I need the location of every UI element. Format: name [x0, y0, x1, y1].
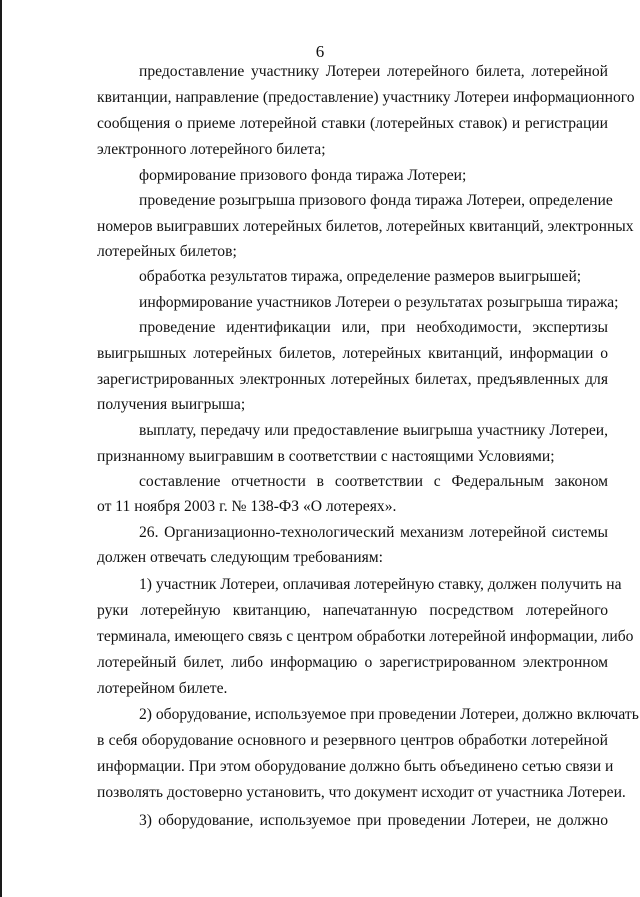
text-line: обработка результатов тиража, определение размеров выигрышей;: [139, 268, 582, 285]
text-line: лотерейном билете.: [97, 680, 228, 697]
text-line: от 11 ноября 2003 г. № 138-ФЗ «О лотереях».: [97, 498, 397, 515]
text-line: номеров выигравших лотерейных билетов, лотерейных квитанций, электронных: [97, 218, 634, 235]
scan-edge: [0, 0, 2, 897]
text-line: получения выигрыша;: [97, 396, 246, 413]
text-line: 26. Организационно-технологический механизм лотерейной системы: [139, 524, 608, 541]
text-line: позволять достоверно установить, что документ исходит от участника Лотереи.: [97, 784, 626, 801]
text-line: зарегистрированных электронных лотерейных билетах, предъявленных для: [97, 371, 608, 388]
text-line: составление отчетности в соответствии с Федеральным законом: [139, 473, 608, 490]
text-line: 2) оборудование, используемое при проведении Лотереи, должно включать: [139, 706, 639, 723]
text-line: проведение розыгрыша призового фонда тиража Лотереи, определение: [139, 192, 613, 209]
text-line: 3) оборудование, используемое при проведении Лотереи, не должно: [139, 812, 608, 829]
text-line: терминала, имеющего связь с центром обработки лотерейной информации, либо: [97, 628, 634, 645]
text-line: электронного лотерейного билета;: [97, 141, 326, 158]
page-number: 6: [315, 42, 325, 61]
text-line: формирование призового фонда тиража Лотереи;: [139, 167, 467, 184]
text-line: должен отвечать следующим требованиям:: [97, 549, 383, 566]
text-line: лотерейный билет, либо информацию о зарегистрированном электронном: [97, 654, 608, 671]
text-line: квитанции, направление (предоставление) участнику Лотереи информационного: [97, 89, 635, 106]
text-line: в себя оборудование основного и резервного центров обработки лотерейной: [97, 732, 608, 749]
text-line: выплату, передачу или предоставление выигрыша участнику Лотереи,: [139, 422, 608, 439]
text-line: руки лотерейную квитанцию, напечатанную посредством лотерейного: [97, 602, 608, 619]
text-line: выигрышных лотерейных билетов, лотерейных квитанций, информации о: [97, 345, 608, 362]
text-line: предоставление участнику Лотереи лотерейного билета, лотерейной: [139, 63, 608, 80]
text-line: сообщения о приеме лотерейной ставки (лотерейных ставок) и регистрации: [97, 115, 608, 132]
text-line: информации. При этом оборудование должно быть объединено сетью связи и: [97, 758, 614, 775]
text-line: 1) участник Лотереи, оплачивая лотерейную ставку, должен получить на: [139, 576, 622, 593]
text-line: проведение идентификации или, при необходимости, экспертизы: [139, 319, 608, 336]
text-line: лотерейных билетов;: [97, 243, 237, 260]
text-line: признанному выигравшим в соответствии с настоящими Условиями;: [97, 448, 555, 465]
text-line: информирование участников Лотереи о результатах розыгрыша тиража;: [139, 294, 619, 311]
